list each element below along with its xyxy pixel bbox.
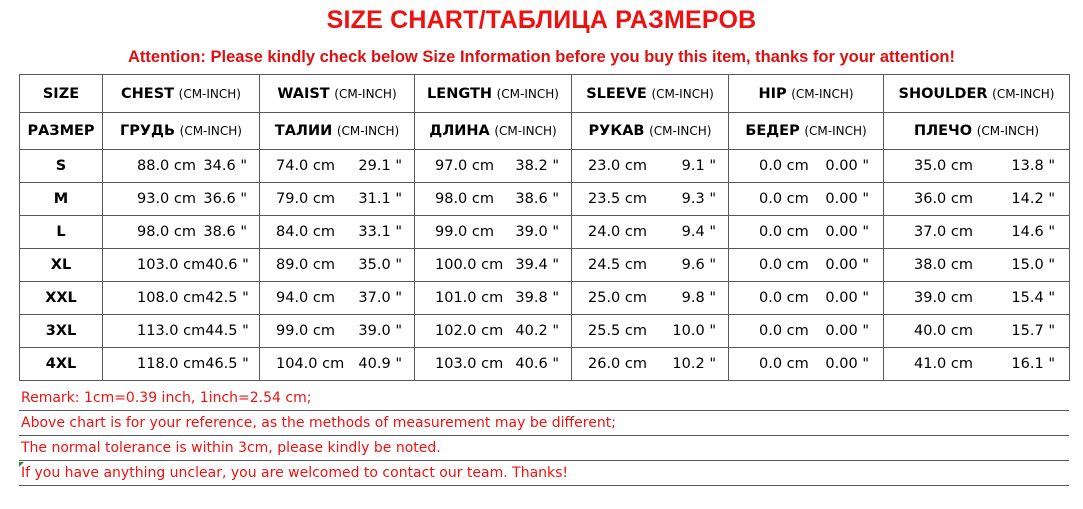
cm-value: 101.0 cm [435,290,504,306]
header-label: ПЛЕЧО [913,123,973,139]
header-cell [415,75,572,113]
inch-value: 0.00 " [825,257,869,273]
measure-cell [729,216,884,249]
measure-cell [572,249,729,282]
measure-cell [103,249,260,282]
cm-value: 0.0 cm [759,356,809,372]
cm-value: 98.0 cm [137,224,196,240]
cm-value: 23.5 cm [588,191,647,207]
header-unit: (CM-INCH) [178,86,241,101]
header-label: ТАЛИИ [274,123,333,139]
inch-value: 31.1 " [358,191,402,207]
header-cell [20,75,103,113]
inch-value: 46.5 " [205,356,249,372]
inch-value: 40.6 " [515,356,559,372]
attention-notice: Attention: Please kindly check below Size Information before you buy this item, thanks for your attention! [128,48,955,66]
inch-value: 15.7 " [1011,323,1055,339]
measure-cell [729,315,884,348]
measure-cell [260,183,415,216]
header-label: БЕДЕР [745,123,800,139]
cm-value: 118.0 cm [137,356,206,372]
remark-line: Remark: 1cm=0.39 inch, 1inch=2.54 cm; [19,386,1069,411]
size-label: M [20,183,103,216]
inch-value: 10.2 " [672,356,716,372]
size-label: L [20,216,103,249]
measure-cell [260,315,415,348]
inch-value: 33.1 " [358,224,402,240]
measure-cell [884,249,1070,282]
header-label: ГРУДЬ [120,123,176,139]
header-row-ru [20,113,1070,150]
cm-value: 89.0 cm [276,257,335,273]
header-cell [103,75,260,113]
cm-value: 0.0 cm [759,191,809,207]
cm-value: 24.0 cm [588,224,647,240]
header-cell [20,113,103,150]
table-row [20,348,1070,381]
inch-value: 39.0 " [515,224,559,240]
cm-value: 93.0 cm [137,191,196,207]
remark-line [19,461,1069,486]
cm-value: 97.0 cm [435,158,494,174]
inch-value: 44.5 " [205,323,249,339]
measure-cell [572,150,729,183]
inch-value: 39.8 " [515,290,559,306]
inch-value: 9.8 " [681,290,716,306]
remark-line [19,436,1069,461]
inch-value: 9.3 " [681,191,716,207]
header-unit: (CM-INCH) [976,124,1040,138]
inch-value: 16.1 " [1011,356,1055,372]
inch-value: 14.2 " [1011,191,1055,207]
inch-value: 15.4 " [1011,290,1055,306]
measure-cell [729,282,884,315]
inch-value: 0.00 " [825,356,869,372]
cm-value: 99.0 cm [435,224,494,240]
measure-cell [415,249,572,282]
inch-value: 37.0 " [358,290,402,306]
header-label: SLEEVE [586,85,647,102]
cm-value: 35.0 cm [914,158,973,174]
inch-value: 9.4 " [681,224,716,240]
cm-value: 25.5 cm [588,323,647,339]
inch-value: 36.6 " [203,191,247,207]
cell-corner-mark [19,462,24,467]
measure-cell [103,315,260,348]
header-unit: (CM-INCH) [804,124,867,138]
cm-value: 0.0 cm [759,158,809,174]
header-cell [260,75,415,113]
table-row [20,315,1070,348]
inch-value: 9.6 " [681,257,716,273]
inch-value: 0.00 " [825,323,869,339]
header-unit: (CM-INCH) [179,124,242,138]
header-unit: (CM-INCH) [791,86,854,101]
header-label: РУКАВ [588,123,645,139]
measure-cell [415,150,572,183]
measure-cell [572,216,729,249]
inch-value: 0.00 " [825,191,869,207]
measure-cell [884,315,1070,348]
header-unit: (CM-INCH) [651,86,714,101]
header-cell [260,113,415,150]
cm-value: 104.0 cm [276,356,345,372]
header-unit: (CM-INCH) [992,86,1055,101]
cm-value: 0.0 cm [759,257,809,273]
header-label: WAIST [277,85,330,102]
size-table [19,74,1070,381]
measure-cell [103,348,260,381]
header-cell [729,75,884,113]
header-label: РАЗМЕР [27,123,95,139]
inch-value: 40.9 " [358,356,402,372]
inch-value: 42.5 " [205,290,249,306]
measure-cell [884,183,1070,216]
table-row [20,216,1070,249]
inch-value: 40.6 " [205,257,249,273]
measure-cell [103,216,260,249]
inch-value: 38.2 " [515,158,559,174]
inch-value: 38.6 " [203,224,247,240]
cm-value: 40.0 cm [914,323,973,339]
cm-value: 74.0 cm [276,158,335,174]
inch-value: 14.6 " [1011,224,1055,240]
cm-value: 102.0 cm [435,323,504,339]
table-row [20,183,1070,216]
header-label: SHOULDER [898,85,988,102]
remark-text: The normal tolerance is within 3cm, please kindly be noted. [21,440,441,456]
remark-text: If you have anything unclear, you are welcomed to contact our team. Thanks! [21,465,569,481]
cm-value: 99.0 cm [276,323,335,339]
header-row-en [20,75,1070,113]
measure-cell [572,282,729,315]
measure-cell [103,183,260,216]
remark-line: Above chart is for your reference, as the methods of measurement may be different; [19,411,1069,436]
header-cell [572,75,729,113]
cm-value: 39.0 cm [914,290,973,306]
header-cell [884,113,1070,150]
inch-value: 13.8 " [1011,158,1055,174]
cm-value: 100.0 cm [435,257,504,273]
table-row [20,249,1070,282]
header-label: ДЛИНА [429,123,490,139]
header-cell [884,75,1070,113]
header-unit: (CM-INCH) [649,124,712,138]
cm-value: 25.0 cm [588,290,647,306]
inch-value: 0.00 " [825,290,869,306]
inch-value: 0.00 " [825,158,869,174]
measure-cell [103,150,260,183]
cm-value: 23.0 cm [588,158,647,174]
cm-value: 103.0 cm [435,356,504,372]
measure-cell [260,282,415,315]
cm-value: 41.0 cm [914,356,973,372]
cm-value: 79.0 cm [276,191,335,207]
inch-value: 9.1 " [681,158,716,174]
table-row [20,282,1070,315]
header-cell [572,113,729,150]
inch-value: 40.2 " [515,323,559,339]
measure-cell [260,249,415,282]
cm-value: 103.0 cm [137,257,206,273]
cm-value: 113.0 cm [137,323,206,339]
measure-cell [884,150,1070,183]
size-label: 3XL [20,315,103,348]
measure-cell [884,216,1070,249]
cm-value: 84.0 cm [276,224,335,240]
header-label: CHEST [121,85,175,102]
measure-cell [729,150,884,183]
header-cell [103,113,260,150]
header-unit: (CM-INCH) [496,86,559,101]
inch-value: 38.6 " [515,191,559,207]
measure-cell [415,315,572,348]
measure-cell [260,348,415,381]
inch-value: 39.0 " [358,323,402,339]
header-unit: (CM-INCH) [336,124,400,138]
header-label: LENGTH [427,85,492,102]
measure-cell [260,150,415,183]
measure-cell [729,183,884,216]
measure-cell [415,216,572,249]
measure-cell [884,348,1070,381]
measure-cell [729,348,884,381]
cm-value: 38.0 cm [914,257,973,273]
size-label: S [20,150,103,183]
cm-value: 24.5 cm [588,257,647,273]
cm-value: 88.0 cm [137,158,196,174]
measure-cell [260,216,415,249]
measure-cell [572,348,729,381]
header-label: HIP [758,85,787,102]
measure-cell [729,249,884,282]
cm-value: 26.0 cm [588,356,647,372]
chart-title: SIZE CHART/ТАБЛИЦА РАЗМЕРОВ [326,6,757,34]
cm-value: 98.0 cm [435,191,494,207]
header-label: SIZE [42,85,80,102]
cm-value: 0.0 cm [759,224,809,240]
measure-cell [103,282,260,315]
table-row [20,150,1070,183]
cm-value: 108.0 cm [137,290,206,306]
measure-cell [415,183,572,216]
cm-value: 94.0 cm [276,290,335,306]
cm-value: 0.0 cm [759,323,809,339]
header-cell [729,113,884,150]
inch-value: 15.0 " [1011,257,1055,273]
remarks-section [19,386,1069,486]
inch-value: 10.0 " [672,323,716,339]
measure-cell [415,348,572,381]
size-label: XXL [20,282,103,315]
header-unit: (CM-INCH) [334,86,397,101]
cm-value: 37.0 cm [914,224,973,240]
inch-value: 29.1 " [358,158,402,174]
measure-cell [572,315,729,348]
measure-cell [884,282,1070,315]
inch-value: 39.4 " [515,257,559,273]
size-label: 4XL [20,348,103,381]
measure-cell [415,282,572,315]
cm-value: 36.0 cm [914,191,973,207]
size-label: XL [20,249,103,282]
inch-value: 0.00 " [825,224,869,240]
inch-value: 34.6 " [203,158,247,174]
header-unit: (CM-INCH) [494,124,557,138]
measure-cell [572,183,729,216]
size-table-body [20,75,1070,381]
inch-value: 35.0 " [358,257,402,273]
cm-value: 0.0 cm [759,290,809,306]
header-cell [415,113,572,150]
